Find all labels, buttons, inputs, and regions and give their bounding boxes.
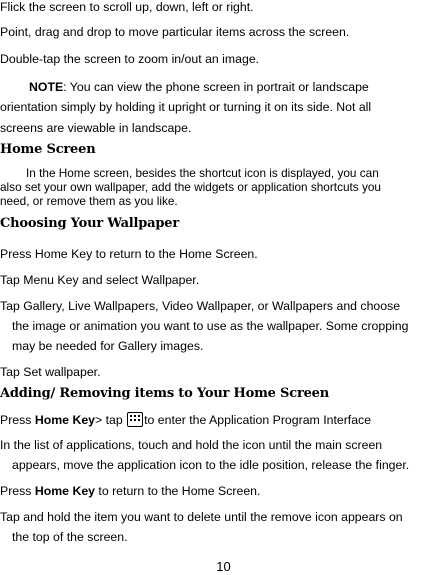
body-text-line: Point, drag and drop to move particular items across the screen. xyxy=(0,25,350,39)
note-paragraph xyxy=(29,80,369,94)
home-key-label: Home Key xyxy=(34,413,95,427)
step-text: Tap Menu Key and select Wallpaper. xyxy=(0,273,200,287)
step-text-continued: the top of the screen. xyxy=(12,530,128,544)
section-heading-home-screen: Home Screen xyxy=(0,142,96,157)
body-text-line: also set your own wallpaper, add the widgets or application shortcuts you xyxy=(0,180,381,194)
section-heading-choosing-wallpaper: Choosing Your Wallpaper xyxy=(0,216,180,231)
step-text: Tap Gallery, Live Wallpapers, Video Wallpaper, or Wallpapers and choose xyxy=(0,299,401,313)
step-text: Tap and hold the item you want to delete until the remove icon appears on xyxy=(0,510,403,524)
step-text-continued: the image or animation you want to use as the wallpaper. Some cropping xyxy=(12,319,409,333)
body-text-line: In the Home screen, besides the shortcut icon is displayed, you can xyxy=(26,166,379,180)
body-text-line: orientation simply by holding it upright or turning it on its side. Not all xyxy=(0,100,372,114)
note-label: NOTE xyxy=(29,80,64,94)
step-text: In the list of applications, touch and hold the icon until the main screen xyxy=(0,438,383,452)
body-text-line: need, or remove them as you like. xyxy=(0,194,178,208)
note-text: : You can view the phone screen in portrait or landscape xyxy=(63,80,369,94)
step-text: Press Home Key to return to the Home Screen. xyxy=(0,484,261,498)
body-text-line: Double-tap the screen to zoom in/out an image. xyxy=(0,52,260,66)
body-text-line: Flick the screen to scroll up, down, left or right. xyxy=(0,0,254,14)
home-key-label: Home Key xyxy=(34,484,95,498)
step-text: Press Home Key> tap to enter the Application Program Interface xyxy=(0,413,372,427)
step-text-continued: may be needed for Gallery images. xyxy=(12,339,204,353)
step-text-continued: appears, move the application icon to the idle position, release the finger. xyxy=(12,458,410,472)
page-number: 10 xyxy=(216,559,231,574)
body-text-line: screens are viewable in landscape. xyxy=(0,121,192,135)
app-launcher-grid-icon xyxy=(127,412,143,427)
step-text: Tap Set wallpaper. xyxy=(0,365,101,379)
section-heading-adding-removing: Adding/ Removing items to Your Home Screen xyxy=(0,386,329,401)
step-text: Press Home Key to return to the Home Screen. xyxy=(0,247,258,261)
